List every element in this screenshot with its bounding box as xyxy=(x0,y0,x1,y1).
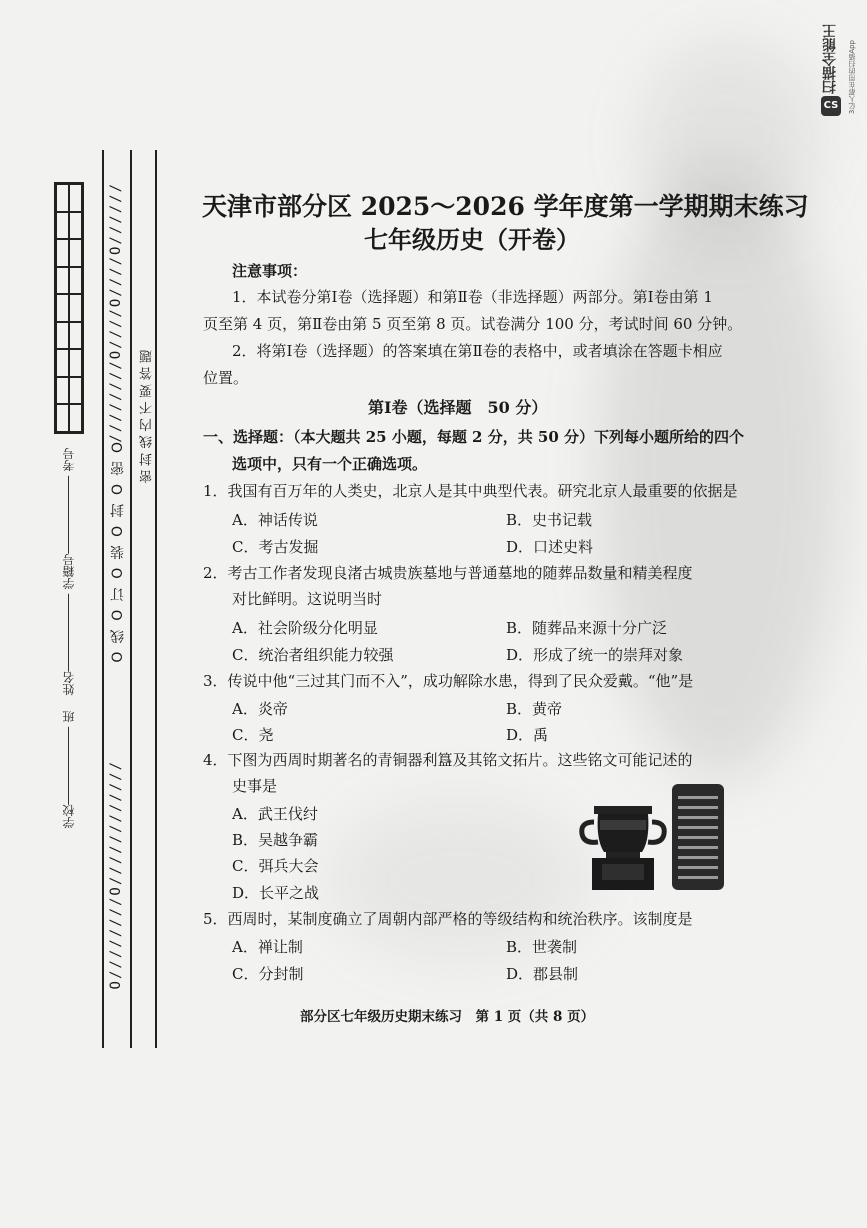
notice-item1-line2: 页至第 4 页，第Ⅱ卷由第 5 页至第 8 页。试卷满分 100 分，考试时间 60 分钟。 xyxy=(203,315,743,333)
binding-seal-marks: O 线 O 订 O 装 O 封 O 密 O xyxy=(110,440,126,663)
watermark-subtitle: 3亿人都在用的扫描App xyxy=(848,40,856,115)
binding-line-mid xyxy=(130,150,132,1048)
field-exam-no-label: 考号 xyxy=(62,448,76,472)
field-student-id-label: 学籍号 xyxy=(62,553,76,590)
notice-heading: 注意事项： xyxy=(232,262,308,280)
camscanner-logo-icon: CS xyxy=(821,96,841,116)
section-intro-line2: 选项中，只有一个正确选项。 xyxy=(232,455,428,473)
q1-option-a: A．神话传说 xyxy=(232,511,318,529)
q4-stem-line2: 史事是 xyxy=(232,777,278,795)
binding-slash-bottom: O////////O//////////// xyxy=(108,760,124,990)
binding-line-left xyxy=(102,150,104,1048)
q3-option-c: C．尧 xyxy=(232,726,274,744)
section-intro-line1: 一、选择题：（本大题共 25 小题，每题 2 分，共 50 分）下列每小题所给的四个 xyxy=(203,428,745,446)
q1-option-b: B．史书记载 xyxy=(506,511,593,529)
q3-stem: 3．传说中他“三过其门而不入”，成功解除水患，得到了民众爱戴。“他”是 xyxy=(203,672,694,690)
q2-stem-line2: 对比鲜明。这说明当时 xyxy=(232,590,383,608)
inner-seal-notice: 密 封 线 内 不 要 答 题 xyxy=(140,350,155,483)
notice-item2-line2: 位置。 xyxy=(203,369,249,387)
binding-slash-top: ////////O////O////O////// xyxy=(108,182,124,443)
q2-option-d: D．形成了统一的崇拜对象 xyxy=(506,646,684,664)
q5-option-d: D．郡县制 xyxy=(506,965,579,983)
watermark-name: 扫描全能王 xyxy=(822,24,838,94)
field-school-label: 学校 xyxy=(62,804,76,829)
q3-option-a: A．炎帝 xyxy=(232,700,288,718)
inscription-rubbing-image xyxy=(672,784,724,890)
exam-number-grid xyxy=(54,182,84,434)
student-info-fields xyxy=(60,448,77,829)
q2-option-b: B．随葬品来源十分广泛 xyxy=(506,619,668,637)
q2-stem-line1: 2．考古工作者发现良渚古城贵族墓地与普通墓地的随葬品数量和精美程度 xyxy=(203,564,693,582)
q5-option-b: B．世袭制 xyxy=(506,938,578,956)
notice-item1-line1: 1．本试卷分第Ⅰ卷（选择题）和第Ⅱ卷（非选择题）两部分。第Ⅰ卷由第 1 xyxy=(232,288,713,306)
q5-stem: 5．西周时，某制度确立了周朝内部严格的等级结构和统治秩序。该制度是 xyxy=(203,910,693,928)
scanner-watermark xyxy=(815,14,865,124)
field-name-label: 姓名 xyxy=(62,671,76,696)
page-footer: 部分区七年级历史期末练习 第 1 页（共 8 页） xyxy=(300,1009,595,1025)
exam-title: 天津市部分区 2025～2026 学年度第一学期期末练习 xyxy=(202,192,809,221)
q4-stem-line1: 4．下图为西周时期著名的青铜器利簋及其铭文拓片。这些铭文可能记述的 xyxy=(203,751,693,769)
q4-option-b: B．吴越争霸 xyxy=(232,831,319,849)
q2-option-c: C．统治者组织能力较强 xyxy=(232,646,394,664)
section-title: 第Ⅰ卷（选择题 50 分） xyxy=(368,398,548,417)
q5-option-c: C．分封制 xyxy=(232,965,304,983)
q5-option-a: A．禅让制 xyxy=(232,938,303,956)
binding-line-right xyxy=(155,150,157,1048)
notice-item2-line1: 2．将第Ⅰ卷（选择题）的答案填在第Ⅱ卷的表格中，或者填涂在答题卡相应 xyxy=(232,342,723,360)
q1-option-d: D．口述史料 xyxy=(506,538,594,556)
q4-option-d: D．长平之战 xyxy=(232,884,320,902)
exam-subtitle: 七年级历史（开卷） xyxy=(364,225,580,254)
q4-option-c: C．弭兵大会 xyxy=(232,857,319,875)
q2-option-a: A．社会阶级分化明显 xyxy=(232,619,378,637)
bronze-gui-image xyxy=(578,800,668,892)
field-class-label: 班 xyxy=(62,710,76,723)
q1-option-c: C．考古发掘 xyxy=(232,538,319,556)
q4-option-a: A．武王伐纣 xyxy=(232,805,318,823)
q3-option-d: D．禹 xyxy=(506,726,549,744)
q3-option-b: B．黄帝 xyxy=(506,700,563,718)
q1-stem: 1．我国有百万年的人类史，北京人是其中典型代表。研究北京人最重要的依据是 xyxy=(203,482,738,500)
